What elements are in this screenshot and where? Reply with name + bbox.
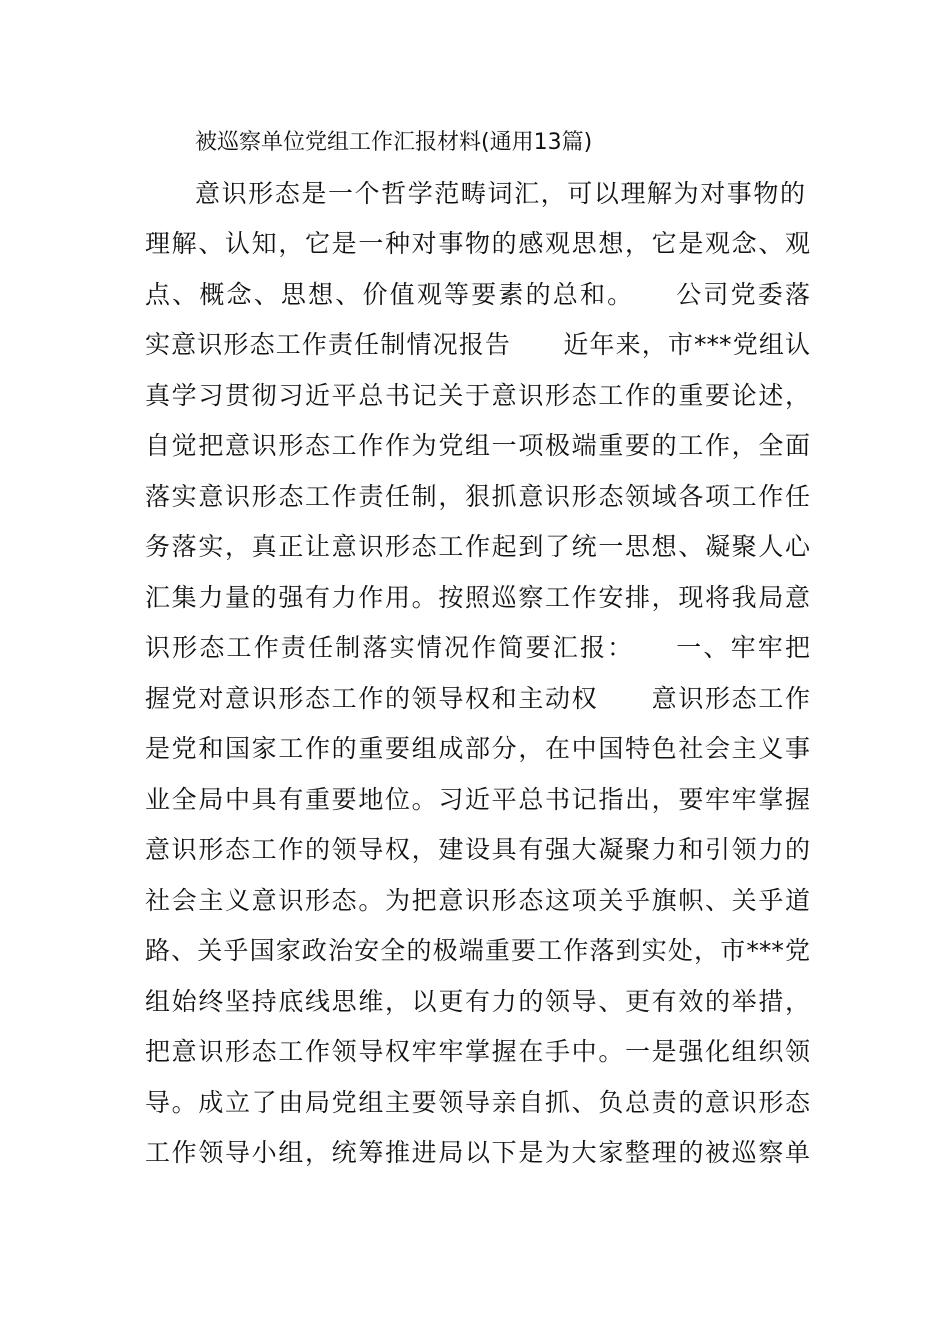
body-line: 落实意识形态工作责任制，狠抓意识形态领域各项工作任 <box>145 482 810 511</box>
body-line: 社会主义意识形态。为把意识形态这项关乎旗帜、关乎道 <box>145 886 810 915</box>
body-line: 组始终坚持底线思维，以更有力的领导、更有效的举措， <box>145 987 810 1016</box>
body-line: 握党对意识形态工作的领导权和主动权 意识形态工作 <box>145 684 810 713</box>
body-line: 实意识形态工作责任制情况报告 近年来，市***党组认 <box>145 330 810 359</box>
body-line: 识形态工作责任制落实情况作简要汇报： 一、牢牢把 <box>145 633 810 662</box>
body-line: 路、关乎国家政治安全的极端重要工作落到实处，市***党 <box>145 936 810 965</box>
body-line: 把意识形态工作领导权牢牢掌握在手中。一是强化组织领 <box>145 1037 810 1066</box>
body-line: 意识形态工作的领导权，建设具有强大凝聚力和引领力的 <box>145 835 810 864</box>
body-line: 点、概念、思想、价值观等要素的总和。 公司党委落 <box>145 280 810 309</box>
body-line: 真学习贯彻习近平总书记关于意识形态工作的重要论述， <box>145 381 810 410</box>
body-line: 务落实，真正让意识形态工作起到了统一思想、凝聚人心 <box>145 532 810 561</box>
document-title: 被巡察单位党组工作汇报材料(通用13篇) <box>195 130 593 155</box>
body-line: 意识形态是一个哲学范畴词汇，可以理解为对事物的 <box>195 179 805 208</box>
body-line: 是党和国家工作的重要组成部分，在中国特色社会主义事 <box>145 734 810 763</box>
body-line: 汇集力量的强有力作用。按照巡察工作安排，现将我局意 <box>145 583 810 612</box>
body-line: 导。成立了由局党组主要领导亲自抓、负总责的意识形态 <box>145 1088 810 1117</box>
body-line: 业全局中具有重要地位。习近平总书记指出，要牢牢掌握 <box>145 785 810 814</box>
body-line: 理解、认知，它是一种对事物的感观思想，它是观念、观 <box>145 229 810 258</box>
body-line: 自觉把意识形态工作作为党组一项极端重要的工作，全面 <box>145 431 810 460</box>
body-line: 工作领导小组，统筹推进局以下是为大家整理的被巡察单 <box>145 1138 810 1167</box>
